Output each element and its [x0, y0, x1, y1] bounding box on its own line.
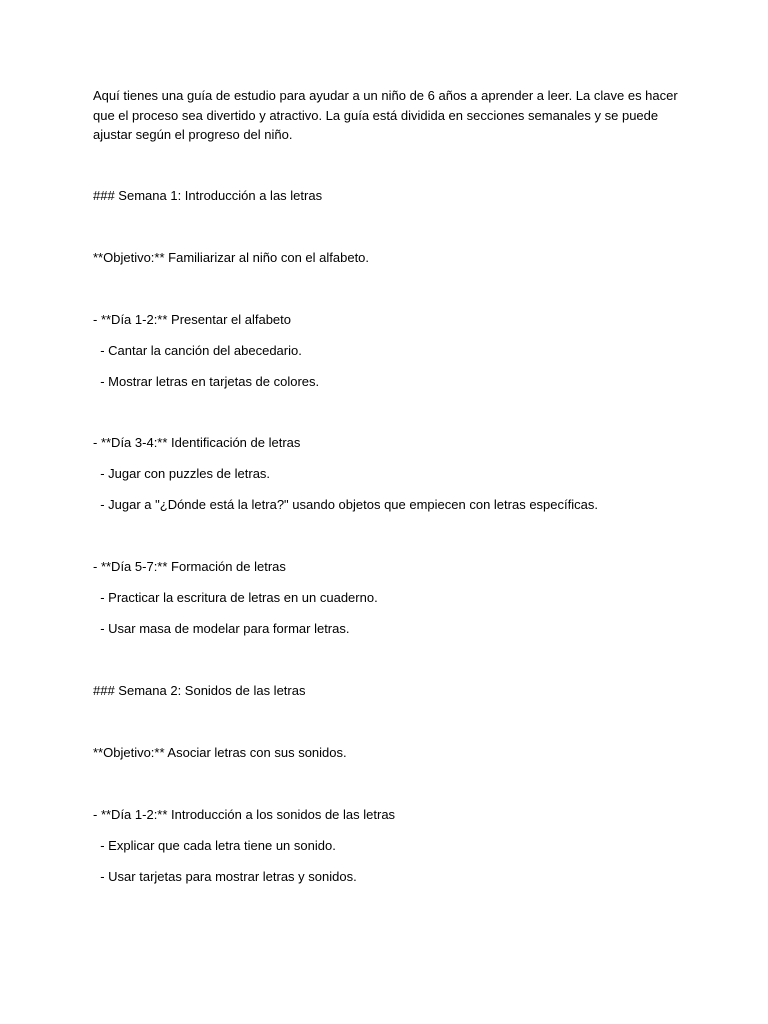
week1-day12-title: - **Día 1-2:** Presentar el alfabeto	[93, 312, 291, 327]
week1-objective: **Objetivo:** Familiarizar al niño con el alfabeto.	[93, 250, 370, 265]
intro-paragraph: Aquí tienes una guía de estudio para ayudar a un niño de 6 años a aprender a leer. La clave es hacer que el proceso sea divertido y atractivo. La guía está dividida en secciones semanales y se puede ajustar según el progreso del niño.	[93, 88, 678, 142]
list-item: - Cantar la canción del abecedario.	[93, 343, 302, 358]
week1-day34-title: - **Día 3-4:** Identificación de letras	[93, 435, 301, 450]
list-item: - Usar tarjetas para mostrar letras y sonidos.	[93, 869, 357, 884]
list-item: - Practicar la escritura de letras en un cuaderno.	[93, 590, 378, 605]
list-item: - Explicar que cada letra tiene un sonido.	[93, 838, 336, 853]
list-item: - Jugar con puzzles de letras.	[93, 466, 271, 481]
list-item: - Mostrar letras en tarjetas de colores.	[93, 374, 320, 389]
week2-day12-title: - **Día 1-2:** Introducción a los sonidos de las letras	[93, 807, 396, 822]
list-item: - Jugar a "¿Dónde está la letra?" usando objetos que empiecen con letras específicas.	[93, 497, 598, 512]
week2-objective: **Objetivo:** Asociar letras con sus sonidos.	[93, 745, 347, 760]
week1-day57-title: - **Día 5-7:** Formación de letras	[93, 559, 286, 574]
week1-heading: ### Semana 1: Introducción a las letras	[93, 188, 323, 203]
list-item: - Usar masa de modelar para formar letras.	[93, 621, 350, 636]
week2-heading: ### Semana 2: Sonidos de las letras	[93, 683, 306, 698]
